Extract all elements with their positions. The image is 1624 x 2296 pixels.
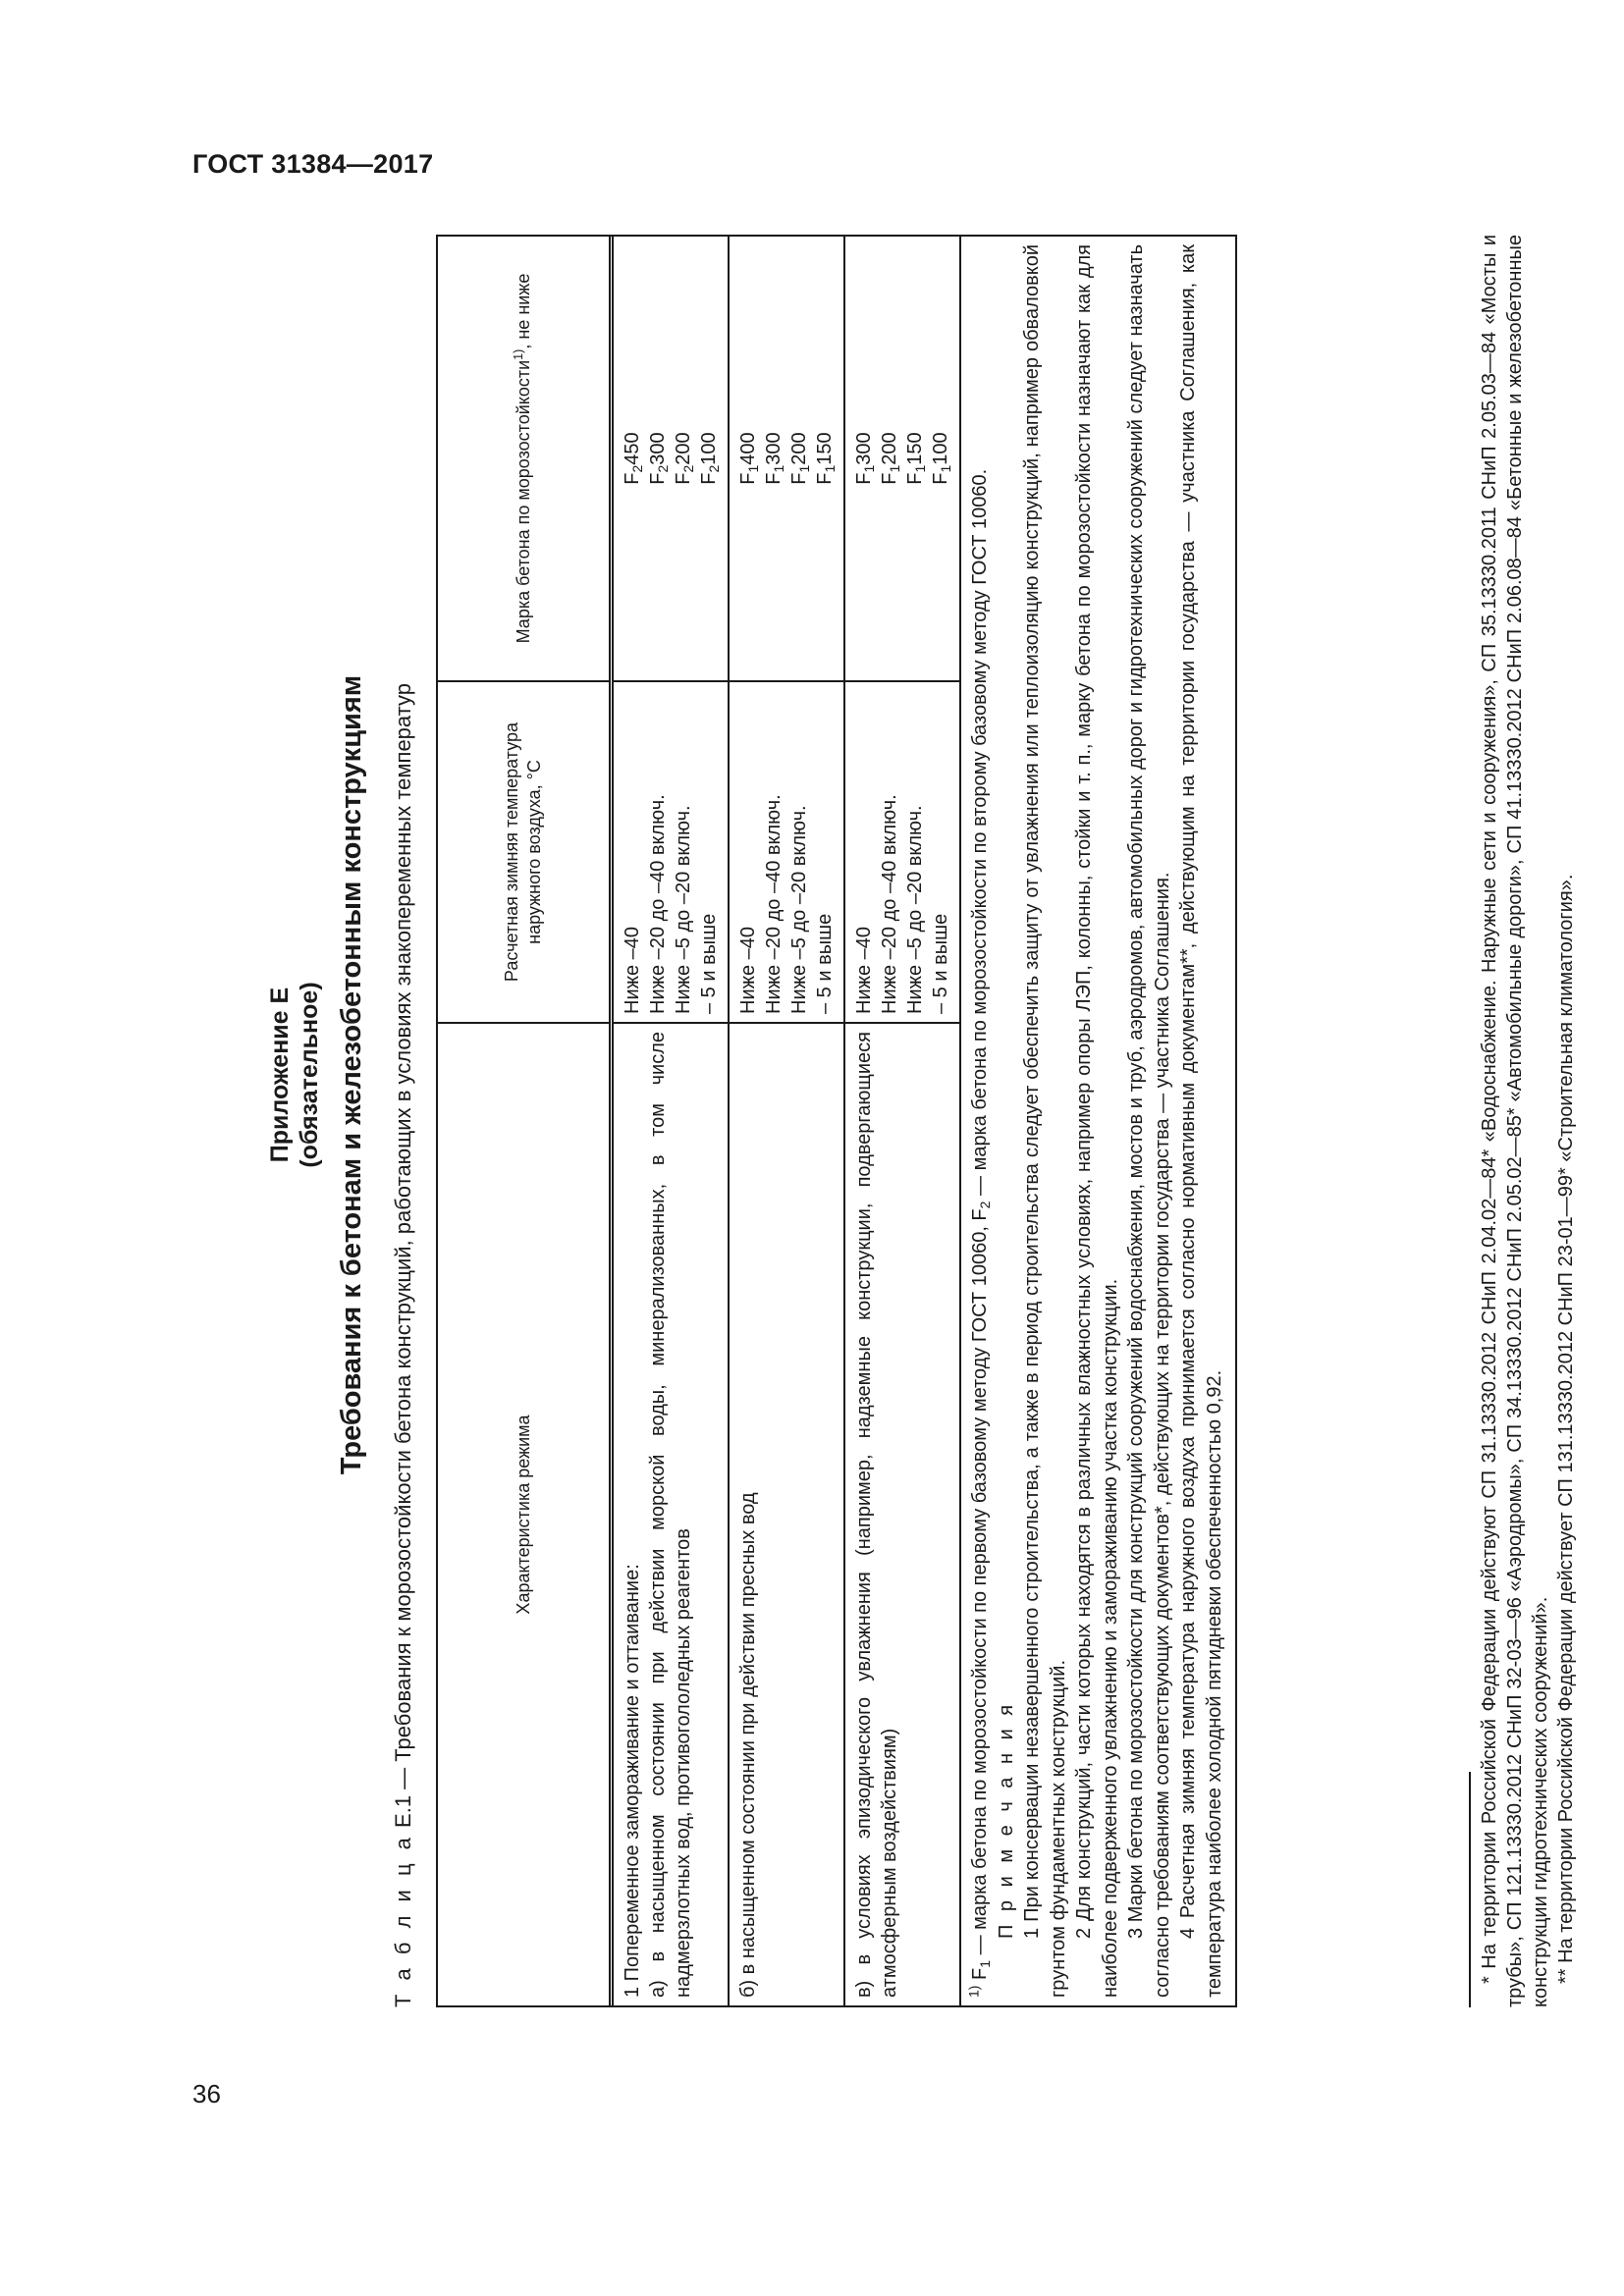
grade-value: $F_2100$	[698, 432, 722, 485]
temperature-value: Ниже –20 до –40 включ.	[763, 794, 785, 1014]
appendix-title: Приложение Е	[266, 987, 294, 1163]
temperature-value: – 5 и выше	[814, 913, 836, 1014]
header-regime: Характеристика режима	[513, 1415, 533, 1615]
appendix-heading	[265, 133, 324, 2017]
table-row	[614, 237, 730, 2005]
grade-value: $F_1300$	[763, 432, 786, 485]
grade-value: $F_1400$	[737, 432, 761, 485]
grade-value: $F_2300$	[647, 432, 671, 485]
document-header: ГОСТ 31384—2017	[192, 149, 434, 179]
regime-cell	[614, 1024, 728, 2005]
temperature-cell	[845, 682, 959, 1024]
page-footnotes	[1469, 235, 1579, 2007]
header-grade	[438, 237, 609, 682]
temperature-value: Ниже –5 до –20 включ.	[788, 805, 810, 1014]
notes-title: П р и м е ч а н и я	[995, 1700, 1017, 1939]
regime-cell	[845, 1024, 959, 2005]
regime-heading: 1 Попеременное замораживание и оттаивание:	[622, 1564, 643, 1998]
grade-value: $F_2450$	[622, 432, 645, 485]
temperature-cell	[730, 682, 843, 1024]
grade-cell	[730, 237, 843, 682]
table-caption-label: Т а б л и ц а	[391, 1834, 415, 2007]
grade-value: $F_1150$	[814, 432, 838, 485]
grade-value: $F_1100$	[930, 432, 953, 485]
temperature-value: Ниже –40	[853, 926, 875, 1014]
appendix-status: (обязательное)	[296, 982, 323, 1168]
page-number: 36	[192, 2079, 221, 2109]
grade-value: $F_1200$	[788, 432, 812, 485]
header-temperature: Расчетная зимняя температура наружного воздуха, °С	[438, 682, 609, 1024]
regime-text: б) в насыщенном состоянии при действии пресных вод	[737, 1492, 759, 1998]
note-item: 3 Марки бетона по морозостойкости для конструкций сооружений водоснабжения, мостов и труб, аэродромов, автомобильных дорог и гидротехнических сооружений следует назначать согласно требованиям соответствующих документов*, действующих на территории государства — участника Соглашения.	[1125, 244, 1173, 1998]
temperature-value: Ниже –5 до –20 включ.	[673, 805, 694, 1014]
table-caption-text: Е.1 — Требования к морозостойкости бетона конструкций, работающих в условиях знакопеременных температур	[391, 683, 415, 1828]
grade-value: $F_1300$	[853, 432, 877, 485]
note-item: 1 При консервации незавершенного строительства, а также в период строительства следует обеспечить защиту от увлажнения или теплоизоляцию конструкций, например обваловкой грунтом фундаментных конструкций.	[1021, 244, 1069, 1998]
header-grade-sup: 1)	[511, 348, 525, 360]
footnote-item: * На территории Российской Федерации действуют СП 31.13330.2012 СНиП 2.04.02—84* «Водоснабжение. Наружные сети и сооружения», СП 35.13330.2011 СНиП 2.05.03—84 «Мосты и трубы», СП 121.13330.2012 СНиП 32-03—96 «Аэродромы», СП 34.13330.2012 СНиП 2.05.02—85* «Автомобильные дороги», СП 41.13330.2012 СНиП 2.06.08—84 «Бетонные и железобетонные конструкции гидротехнических сооружений».	[1479, 235, 1551, 2007]
temperature-value: – 5 и выше	[698, 913, 720, 1014]
table-row	[730, 237, 845, 2005]
note-item: 2 Для конструкций, части которых находятся в различных влажностных условиях, например опоры ЛЭП, колонны, стойки и т. п., марку бетона по морозостойкости назначают как для наиболее подверженного увлажнению и замораживанию участка конструкции.	[1073, 244, 1121, 1998]
temperature-cell	[614, 682, 728, 1024]
grade-cell	[614, 237, 728, 682]
table-header-row	[438, 237, 614, 2005]
frost-resistance-table	[436, 235, 1237, 2007]
table-row	[845, 237, 961, 2005]
header-grade-tail: , не ниже	[513, 273, 533, 349]
grade-cell	[845, 237, 959, 682]
table-footnote: $^{1)}$ $F_1$ — марка бетона по морозостойкости по первому базовому методу ГОСТ 10060, $F_2$ — марка бетона по морозостойкости по второму базовому методу ГОСТ 10060.	[965, 468, 993, 1998]
grade-value: $F_2200$	[673, 432, 696, 485]
table-caption	[391, 683, 416, 2007]
footnote-item: ** На территории Российской Федерации действует СП 131.13330.2012 СНиП 23-01—99* «Строительная климатология».	[1555, 874, 1577, 1984]
note-item: 4 Расчетная зимняя температура наружного воздуха принимается согласно нормативным документам**, действующим на территории государства — участника Соглашения, как температура наиболее холодной пятидневки обеспеченностью 0,92.	[1177, 244, 1225, 1998]
temperature-value: Ниже –40	[622, 926, 643, 1014]
section-title: Требования к бетонам и железобетонным конструкциям	[336, 674, 367, 1475]
footnote-divider	[1469, 1772, 1471, 2007]
rotated-content	[263, 133, 1577, 2017]
temperature-value: – 5 и выше	[930, 913, 951, 1014]
temperature-value: Ниже –40	[737, 926, 759, 1014]
temperature-value: Ниже –20 до –40 включ.	[647, 794, 669, 1014]
regime-text: в) в условиях эпизодического увлажнения (например, надземные конструкции, подвергающиеся атмосферным воздействиям)	[853, 1032, 900, 1998]
regime-text: а) в насыщенном состоянии при действии морской воды, минерализованных, в том числе надмерзлотных вод, противогололедных реагентов	[647, 1032, 694, 1998]
temperature-value: Ниже –20 до –40 включ.	[879, 794, 900, 1014]
temperature-value: Ниже –5 до –20 включ.	[904, 805, 926, 1014]
grade-value: $F_1150$	[904, 432, 928, 485]
header-grade-main: Марка бетона по морозостойкости	[513, 359, 533, 644]
regime-cell	[730, 1024, 843, 2005]
grade-value: $F_1200$	[879, 432, 902, 485]
table-notes	[961, 237, 1235, 2005]
